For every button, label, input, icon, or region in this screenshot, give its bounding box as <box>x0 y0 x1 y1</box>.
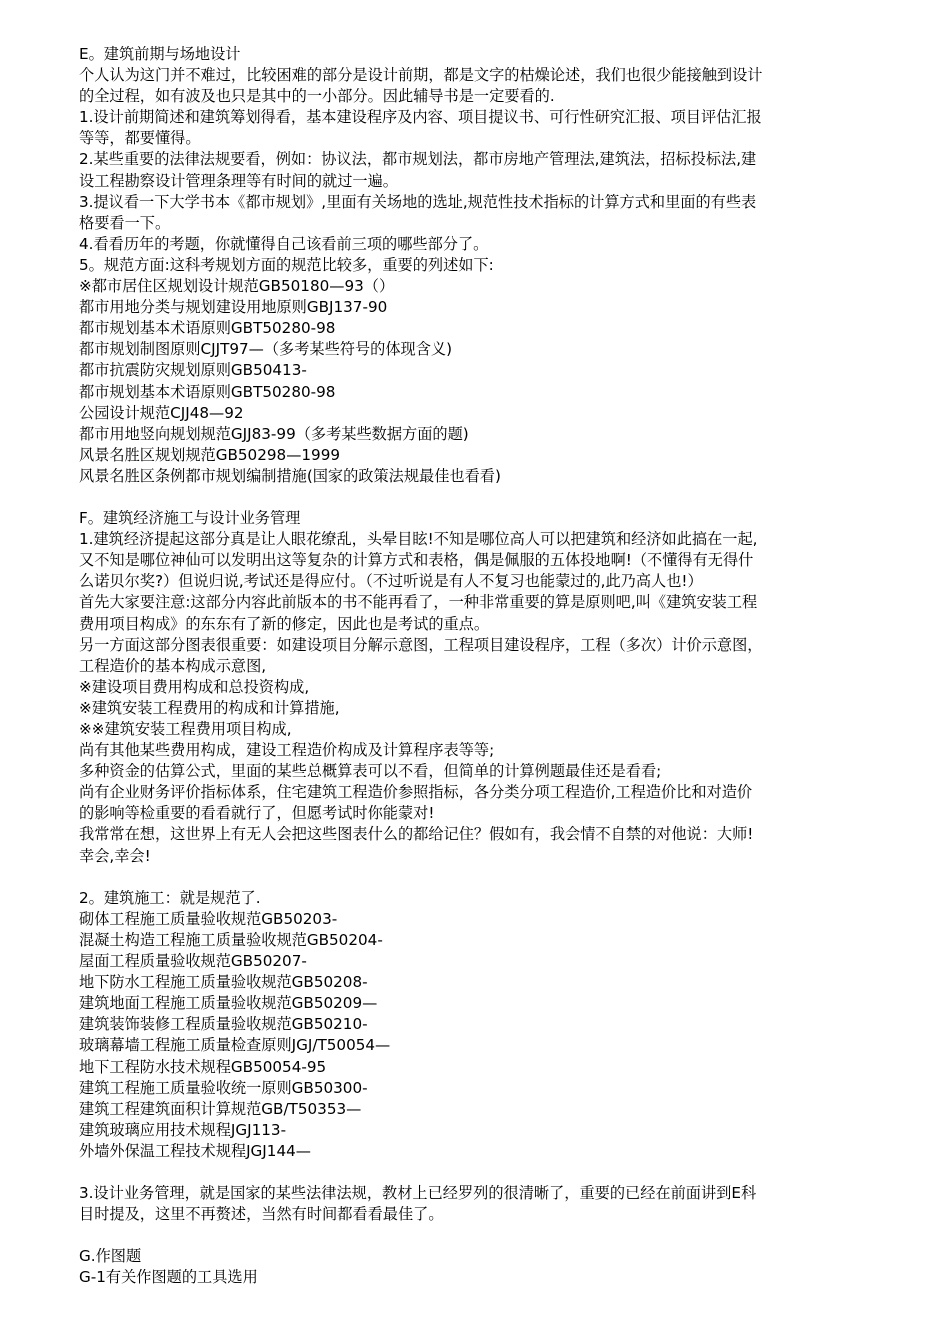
text-line: 1.设计前期简述和建筑筹划得看，基本建设程序及内容、项目提议书、可行性研究汇报、项目评估汇报 <box>79 108 762 127</box>
text-line: G-1有关作图题的工具选用 <box>79 1268 258 1287</box>
paragraph-gap <box>79 487 909 508</box>
text-line: 首先大家要注意:这部分内容此前版本的书不能再看了，一种非常重要的算是原则吧,叫《建筑安装工程 <box>79 593 758 612</box>
text-line: 个人认为这门并不难过，比较困难的部分是设计前期，都是文字的枯燥论述，我们也很少能接触到设计 <box>79 66 763 85</box>
text-line: 屋面工程质量验收规范GB50207- <box>79 952 307 971</box>
section-heading: E。建筑前期与场地设计 <box>79 45 241 63</box>
text-line: 的全过程，如有波及也只是其中的一小部分。因此辅导书是一定要看的. <box>79 87 555 106</box>
text-line: 4.看看历年的考题，你就懂得自己该看前三项的哪些部分了。 <box>79 234 489 253</box>
text-line: 费用项目构成》的东东有了新的修定，因此也是考试的重点。 <box>79 614 490 633</box>
text-line: 3.提议看一下大学书本《都市规划》,里面有关场地的选址,规范性技术指标的计算方式和里面的有些表 <box>79 192 757 211</box>
text-line: 都市用地分类与规划建设用地原则GBJ137-90 <box>79 298 388 317</box>
section-heading: G.作图题 <box>79 1247 142 1266</box>
text-line: 等等，都要懂得。 <box>79 129 201 148</box>
text-line: 都市规划基本术语原则GBT50280-98 <box>79 319 336 338</box>
text-line: 混凝土构造工程施工质量验收规范GB50204- <box>79 930 383 949</box>
text-line: 风景名胜区条例都市规划编制措施(国家的政策法规最佳也看看) <box>79 466 501 485</box>
document-body <box>79 44 909 1289</box>
paragraph-gap <box>79 867 909 888</box>
text-line: 都市抗震防灾规划原则GB50413- <box>79 361 307 380</box>
text-line: 外墙外保温工程技术规程JGJ144— <box>79 1141 311 1160</box>
text-line: 砌体工程施工质量验收规范GB50203- <box>79 909 338 928</box>
paragraph-gap <box>79 1225 909 1246</box>
text-line: ※都市居住区规划设计规范GB50180—93（） <box>79 277 395 296</box>
text-line: 尚有企业财务评价指标体系，住宅建筑工程造价参照指标，各分类分项工程造价,工程造价比和对造价 <box>79 783 753 802</box>
text-line: 工程造价的基本构成示意图, <box>79 656 267 675</box>
text-line: 地下工程防水技术规程GB50054-95 <box>79 1057 327 1076</box>
text-line: 幸会,幸会! <box>79 846 151 865</box>
text-line: 格要看一下。 <box>79 213 171 232</box>
text-line: 我常常在想，这世界上有无人会把这些图表什么的都给记住？假如有，我会情不自禁的对他说：大师! <box>79 825 754 844</box>
text-line: 设工程勘察设计管理条理等有时间的就过一遍。 <box>79 171 398 190</box>
paragraph-gap <box>79 1162 909 1183</box>
text-line: 建筑工程建筑面积计算规范GB/T50353— <box>79 1099 362 1118</box>
text-line: ※建筑安装工程费用的构成和计算措施, <box>79 698 340 717</box>
text-line: 公园设计规范CJJ48—92 <box>79 403 244 422</box>
text-line: 建筑地面工程施工质量验收规范GB50209— <box>79 994 378 1013</box>
section-g <box>79 1246 909 1288</box>
text-line: 目时提及，这里不再赘述，当然有时间都看看最佳了。 <box>79 1205 444 1224</box>
text-line: 又不知是哪位神仙可以发明出这等复杂的计算方式和表格，偶是佩服的五体投地啊!（不懂得有无得什 <box>79 551 754 570</box>
text-line: 2.某些重要的法律法规要看，例如：协议法，都市规划法，都市房地产管理法,建筑法，招标投标法,建 <box>79 150 757 169</box>
section-heading: F。建筑经济施工与设计业务管理 <box>79 509 301 528</box>
text-line: 多种资金的估算公式，里面的某些总概算表可以不看，但简单的计算例题最佳还是看看; <box>79 762 662 781</box>
section-f3 <box>79 1183 909 1225</box>
text-line: 风景名胜区规划规范GB50298—1999 <box>79 445 341 464</box>
text-line: 都市用地竖向规划规范GJJ83-99（多考某些数据方面的题) <box>79 424 469 443</box>
text-line: 么诺贝尔奖?）但说归说,考试还是得应付。（不过听说是有人不复习也能蒙过的,此乃高人也!） <box>79 572 703 591</box>
text-line: 的影响等检重要的看看就行了，但愿考试时你能蒙对! <box>79 804 435 823</box>
section-f2 <box>79 888 909 1162</box>
text-line: 建筑玻璃应用技术规程JGJ113- <box>79 1120 287 1139</box>
section-heading: 3.设计业务管理，就是国家的某些法律法规，教材上已经罗列的很清晰了，重要的已经在前面讲到E科 <box>79 1184 757 1203</box>
section-heading: 2。建筑施工：就是规范了. <box>79 888 261 907</box>
text-line: 尚有其他某些费用构成，建设工程造价构成及计算程序表等等; <box>79 741 495 760</box>
text-line: 都市规划基本术语原则GBT50280-98 <box>79 382 336 401</box>
text-line: 都市规划制图原则CJJT97—（多考某些符号的体现含义) <box>79 340 453 359</box>
section-f <box>79 508 909 867</box>
text-line: 建筑工程施工质量验收统一原则GB50300- <box>79 1078 368 1097</box>
text-line: 另一方面这部分图表很重要：如建设项目分解示意图，工程项目建设程序，工程（多次）计价示意图， <box>79 635 763 654</box>
text-line: 1.建筑经济提起这部分真是让人眼花缭乱，头晕目眩!不知是哪位高人可以把建筑和经济如此搞在一起, <box>79 530 758 549</box>
section-e <box>79 44 909 487</box>
text-line: 地下防水工程施工质量验收规范GB50208- <box>79 973 368 992</box>
text-line: 玻璃幕墙工程施工质量检查原则JGJ/T50054— <box>79 1036 391 1055</box>
text-line: ※※建筑安装工程费用项目构成, <box>79 720 292 738</box>
text-line: 建筑装饰装修工程质量验收规范GB50210- <box>79 1015 368 1034</box>
text-line: 5。规范方面:这科考规划方面的规范比较多，重要的列述如下: <box>79 255 494 274</box>
text-line: ※建设项目费用构成和总投资构成, <box>79 677 310 696</box>
